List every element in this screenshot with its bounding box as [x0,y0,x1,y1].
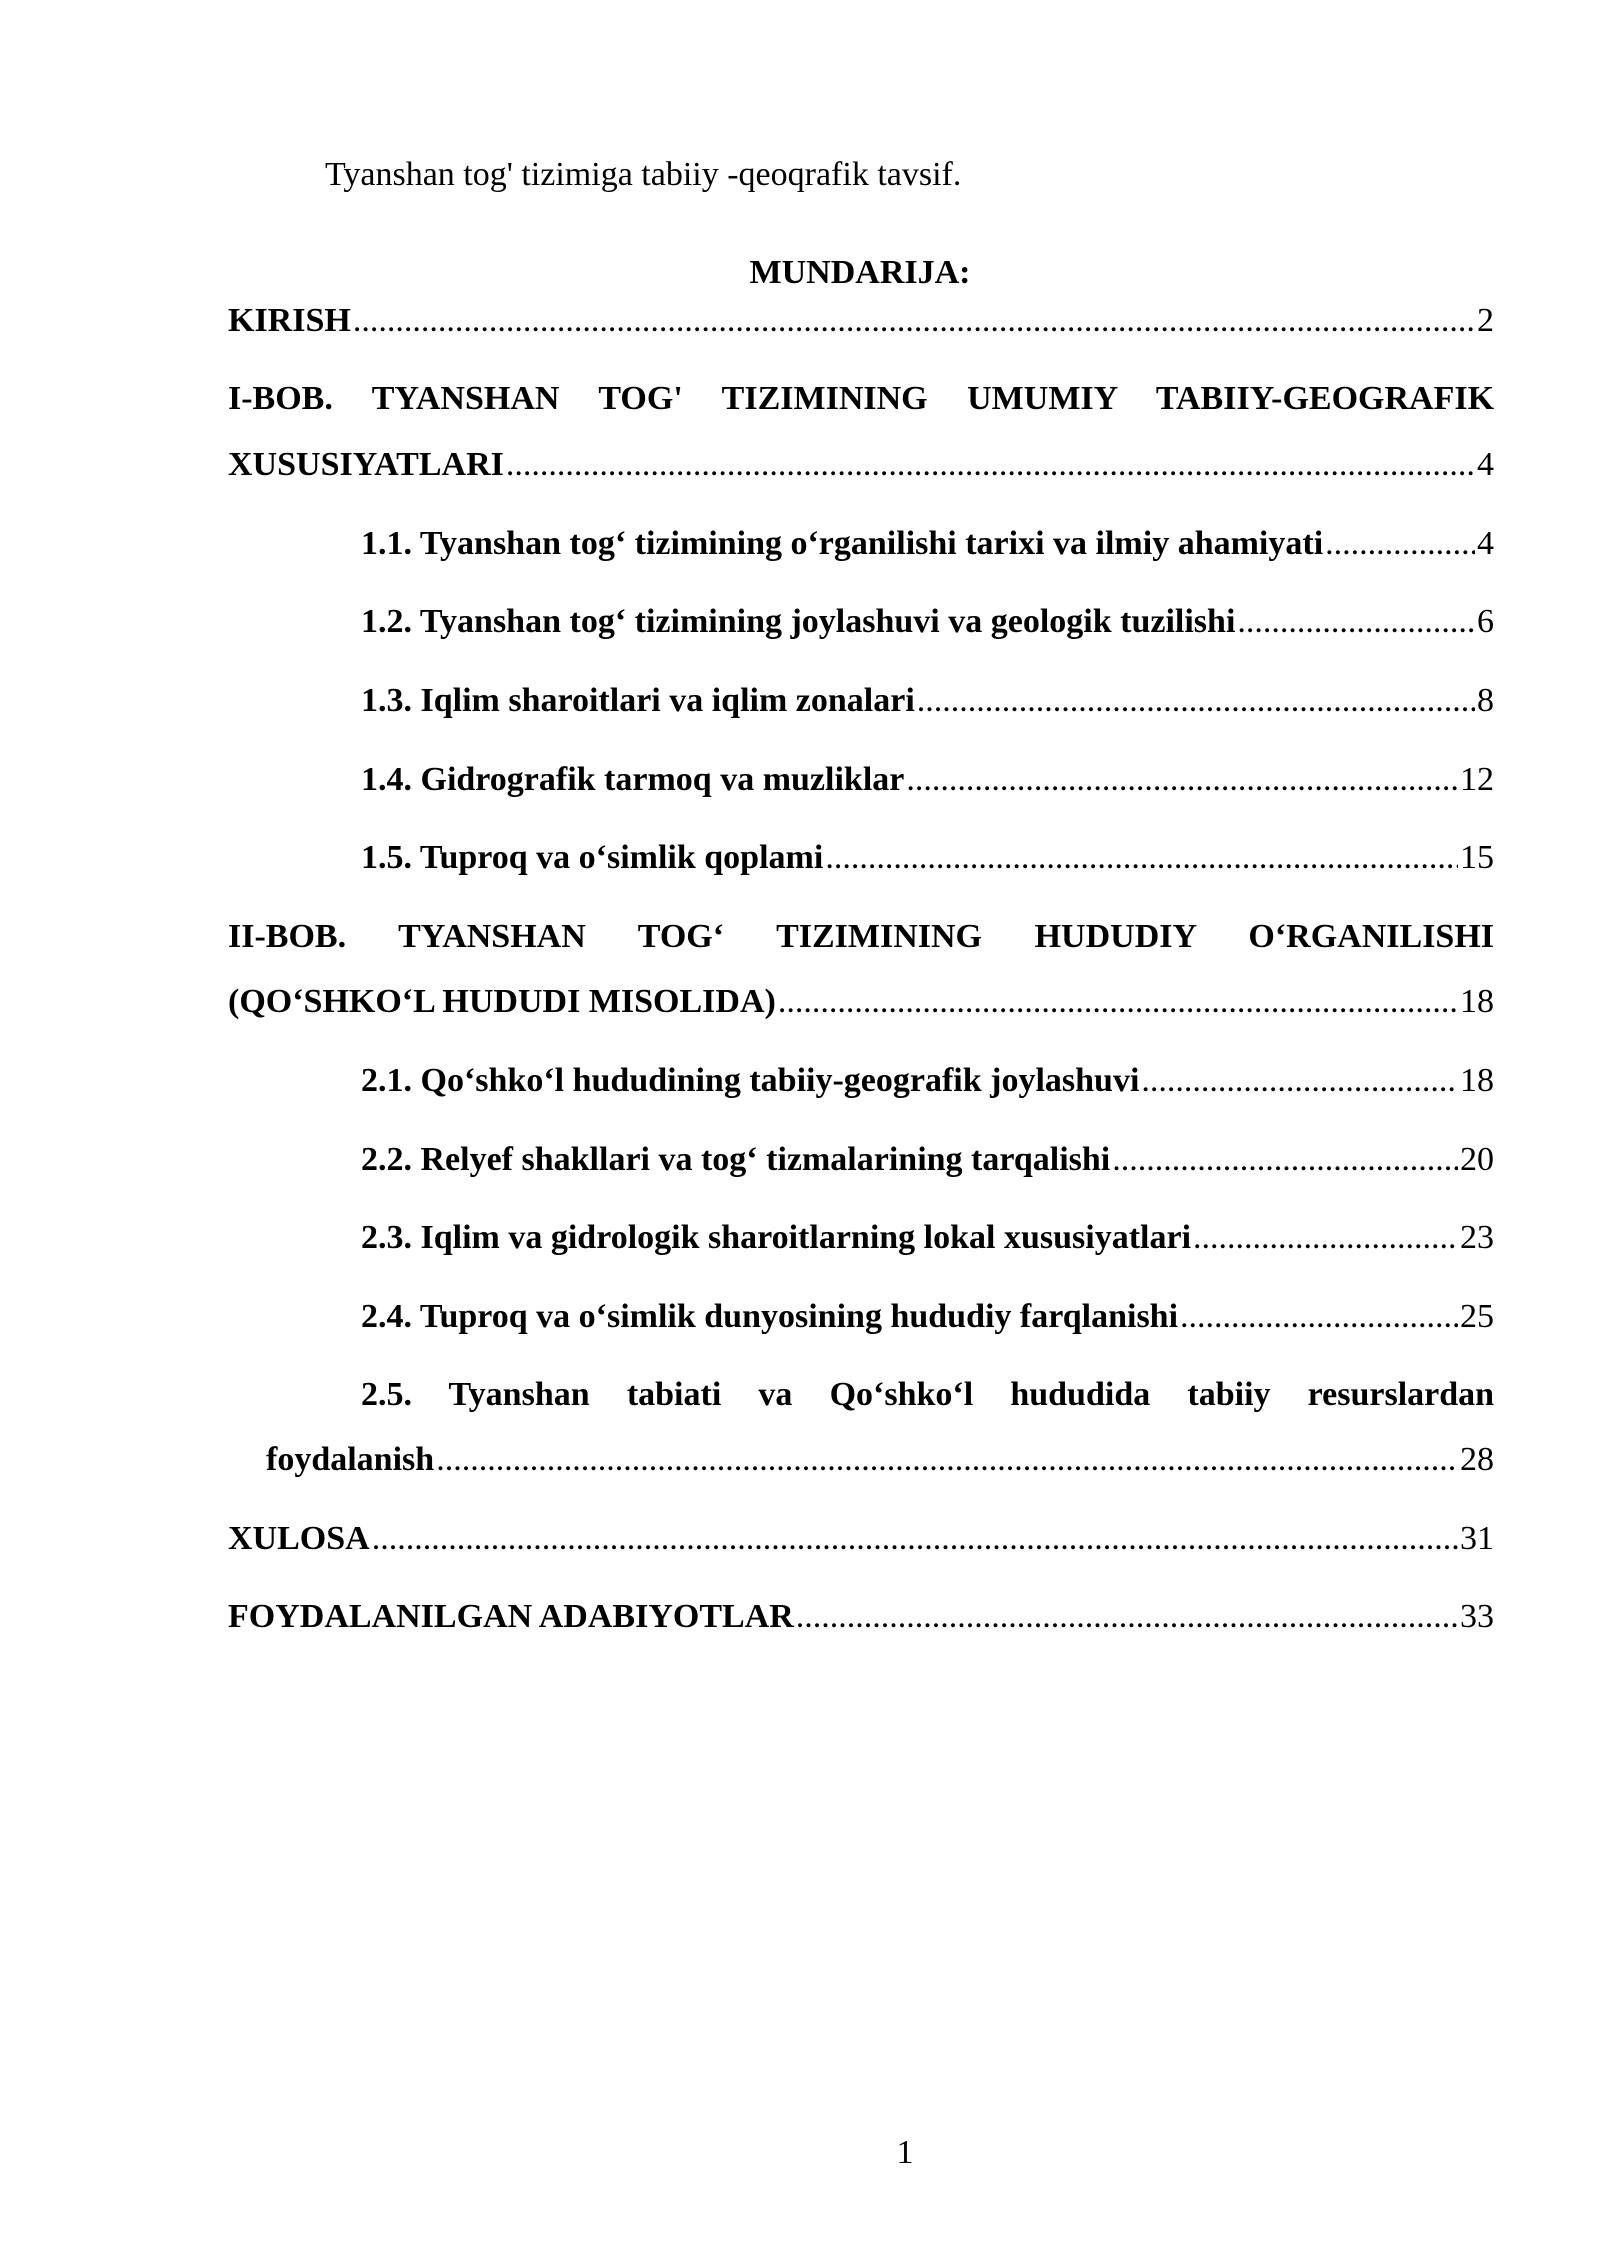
dot-leader [372,1514,1458,1564]
toc-entry-page: 15 [1460,839,1494,876]
toc-entry-page: 31 [1460,1520,1494,1557]
toc-entry-2-4 [361,1292,1494,1342]
toc-entry-title: 1.2. Tyanshan tog‘ tizimining joylashuvi va geologik tuzilishi [361,603,1236,640]
dot-leader [825,833,1458,883]
toc-entry-1-3 [361,676,1494,726]
word: hududida [1010,1376,1151,1413]
toc-entry-title: FOYDALANILGAN ADABIYOTLAR [228,1598,794,1635]
toc-entry-2-1 [361,1056,1494,1106]
toc-entry-title: 1.1. Tyanshan tog‘ tizimining o‘rganilishi tarixi va ilmiy ahamiyati [361,525,1324,562]
dot-leader [1237,597,1475,647]
toc-entry-title: 2.1. Qo‘shko‘l hududining tabiiy-geografik joylashuvi [361,1062,1140,1099]
toc-entry-page: 6 [1477,603,1494,640]
toc-entry-2-2 [361,1135,1494,1185]
toc-entry-page: 25 [1460,1298,1494,1335]
dot-leader [353,296,1475,346]
dot-leader [796,1592,1458,1642]
word: TOG' [598,380,683,417]
toc-entry-title: 1.3. Iqlim sharoitlari va iqlim zonalari [361,682,915,719]
word: O‘RGANILISHI [1248,918,1494,955]
dot-leader [778,977,1458,1027]
toc-entry-kirish [228,296,1494,346]
toc-chapter-1-line-2 [228,440,1494,490]
toc-chapter-1-line-1 [228,374,1494,424]
dot-leader [917,676,1475,726]
toc-chapter-2-line-1 [228,912,1494,962]
word: resurslardan [1307,1376,1494,1413]
toc-heading: MUNDARIJA: [749,254,971,291]
dot-leader [1141,1056,1458,1106]
word: tabiati [626,1376,722,1413]
toc-entry-title: 2.2. Relyef shakllari va tog‘ tizmalarining tarqalishi [361,1141,1111,1178]
toc-entry-title: 1.5. Tuproq va o‘simlik qoplami [361,839,824,876]
toc-entry-page: 2 [1477,302,1494,339]
word: Tyanshan [448,1376,590,1413]
dot-leader [436,1435,1458,1485]
toc-entry-title: KIRISH [228,302,351,339]
toc-entry-2-5-line-1 [361,1370,1494,1420]
toc-entry-page: 28 [1460,1441,1494,1478]
word: TYANSHAN [371,380,560,417]
toc-entry-title: XUSUSIYATLARI [228,446,504,483]
toc-entry-title: XULOSA [228,1520,370,1557]
toc-entry-title: 2.4. Tuproq va o‘simlik dunyosining hududiy farqlanishi [361,1298,1179,1335]
toc-entry-page: 4 [1477,525,1494,562]
toc-entry-1-1 [361,519,1494,569]
toc-entry-1-2 [361,597,1494,647]
toc-entry-1-5 [361,833,1494,883]
toc-entry-2-3 [361,1213,1494,1263]
dot-leader [1325,519,1475,569]
word: 2.5. [361,1376,412,1413]
toc-entry-page: 20 [1460,1141,1494,1178]
toc-entry-page: 8 [1477,682,1494,719]
toc-entry-page: 18 [1460,1062,1494,1099]
word: va [758,1376,793,1413]
toc-entry-page: 4 [1477,446,1494,483]
intro-line: Tyanshan tog' tizimiga tabiiy -qeoqrafik tavsif. [325,156,962,193]
toc-entry-title: 1.4. Gidrografik tarmoq va muzliklar [361,761,905,798]
dot-leader [1193,1213,1458,1263]
toc-entry-xulosa [228,1514,1494,1564]
toc-entry-page: 12 [1460,761,1494,798]
word: II-BOB. [228,918,347,955]
toc-entry-adabiyotlar [228,1592,1494,1642]
dot-leader [506,440,1475,490]
word: TABIIY-GEOGRAFIK [1155,380,1494,417]
word: TIZIMINING [721,380,928,417]
toc-entry-page: 23 [1460,1219,1494,1256]
word: I-BOB. [228,380,333,417]
toc-entry-title: 2.3. Iqlim va gidrologik sharoitlarning lokal xususiyatlari [361,1219,1192,1256]
toc-chapter-2-line-2 [228,977,1494,1027]
toc-entry-1-4 [361,755,1494,805]
toc-entry-page: 33 [1460,1598,1494,1635]
word: Qo‘shko‘l [829,1376,974,1413]
word: TYANSHAN [398,918,586,955]
page-number: 1 [896,2134,914,2171]
word: UMUMIY [967,380,1117,417]
word: TIZIMINING [776,918,982,955]
toc-entry-title: foydalanish [266,1441,435,1478]
toc-entry-title: (QO‘SHKO‘L HUDUDI MISOLIDA) [228,983,776,1020]
toc-entry-page: 18 [1460,983,1494,1020]
dot-leader [1180,1292,1458,1342]
dot-leader [1112,1135,1458,1185]
dot-leader [906,755,1458,805]
word: tabiiy [1187,1376,1271,1413]
word: TOG‘ [637,918,725,955]
toc-entry-2-5-line-2 [266,1435,1494,1485]
word: HUDUDIY [1034,918,1196,955]
